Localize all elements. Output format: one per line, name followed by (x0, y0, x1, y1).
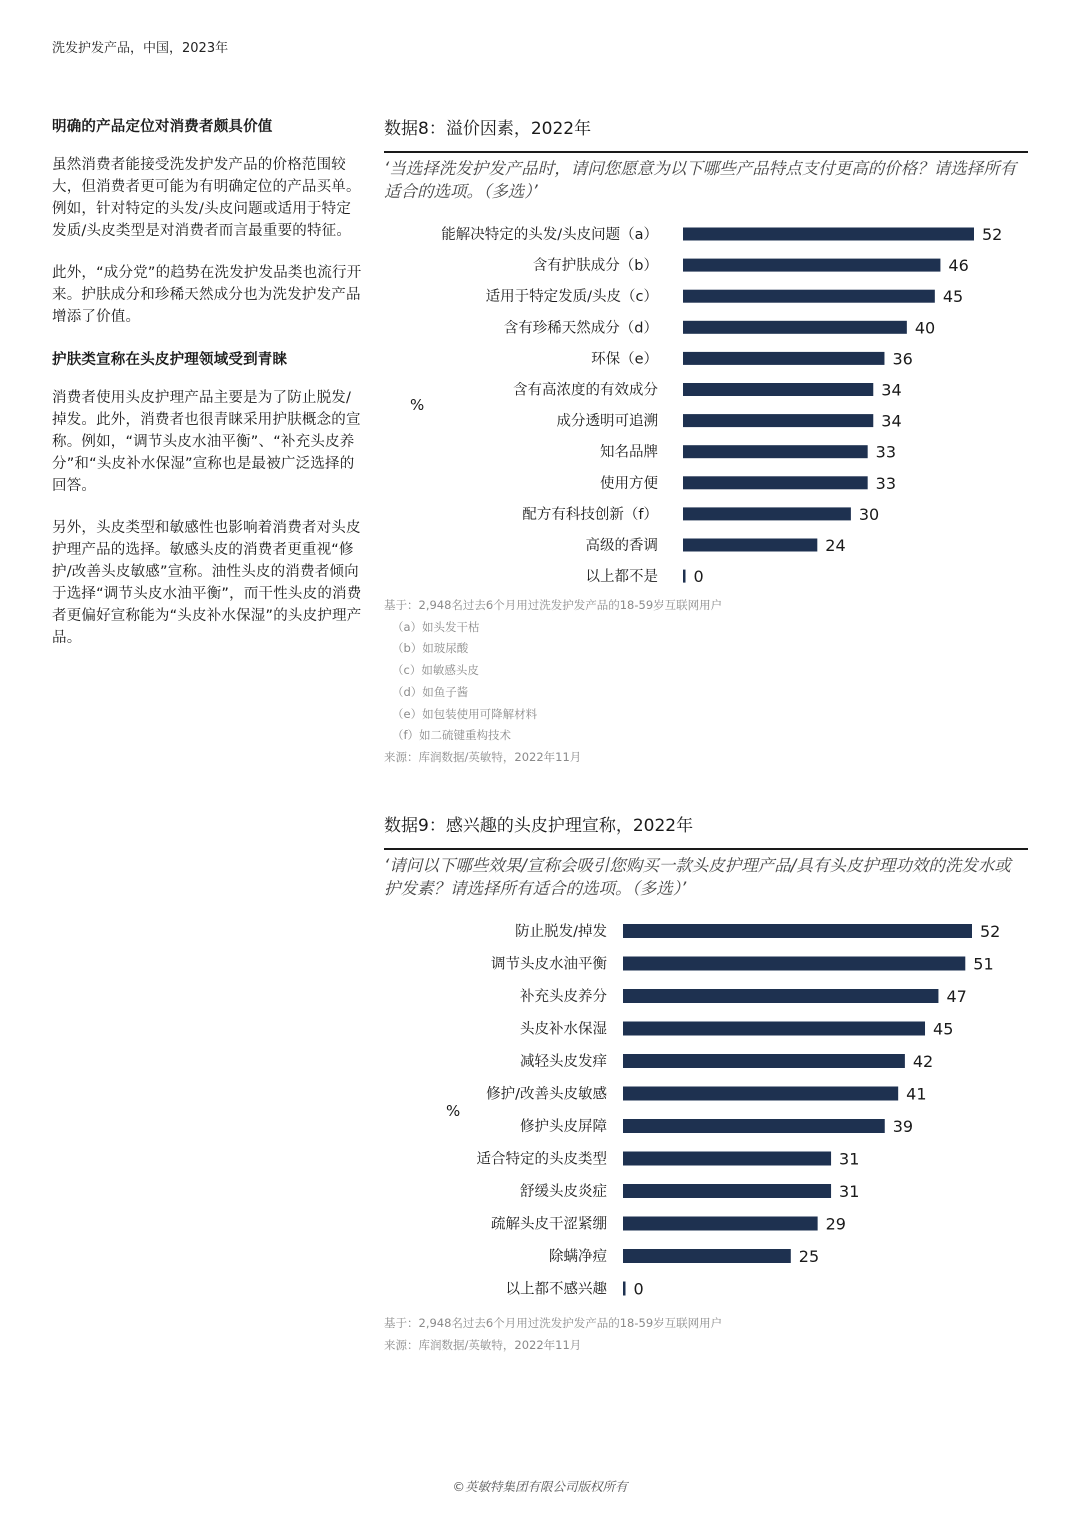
bar (623, 1184, 831, 1198)
figure8-footnote-e: （e）如包装使用可降解材料 (392, 706, 538, 721)
category-label: 以上都不是 (585, 569, 658, 586)
value-label: 31 (839, 1182, 860, 1201)
category-label: 含有高浓度的有效成分 (513, 382, 658, 399)
value-label: 39 (892, 1117, 914, 1136)
left-column (52, 115, 364, 669)
figure9-notes (384, 1313, 722, 1356)
value-label: 52 (982, 225, 1003, 244)
bar (683, 539, 817, 552)
value-label: 40 (914, 318, 936, 338)
value-label: 41 (906, 1084, 927, 1104)
paragraph-ingredients: 此外，“成分党”的趋势在洗发护发品类也流行开来。护肤成分和珍稀天然成分也为洗发护发产品增添了价值。 (52, 265, 362, 325)
bar (623, 1152, 831, 1166)
bar (683, 228, 974, 241)
category-label: 知名品牌 (600, 444, 658, 461)
value-label: 31 (839, 1149, 860, 1169)
category-label: 含有护肤成分（b） (532, 258, 658, 275)
bar (683, 445, 868, 458)
axis-unit-label: % (410, 396, 425, 414)
bar (623, 1249, 791, 1263)
category-label: 成分透明可追溯 (556, 413, 658, 430)
bar (623, 989, 938, 1003)
figure8-notes (384, 595, 722, 769)
value-label: 0 (633, 1279, 644, 1299)
category-label: 疏解头皮干涩紧绷 (491, 1216, 607, 1233)
category-label: 修护头皮屏障 (520, 1119, 607, 1135)
category-label: 舒缓头皮炎症 (520, 1184, 607, 1200)
value-label: 30 (858, 504, 880, 524)
paragraph-scalp-type: 另外，头皮类型和敏感性也影响着消费者对头皮护理产品的选择。敏感头皮的消费者更重视“修护/改善头皮敏感”宣称。油性头皮的消费者倾向于选择“调节头皮水油平衡”，而干性头皮的消费者更偏好宣称能为“头皮补水保湿”的头皮护理产品。 (52, 520, 362, 646)
bar (623, 1217, 818, 1231)
value-label: 29 (825, 1214, 846, 1234)
value-label: 45 (942, 287, 964, 307)
value-label: 47 (946, 987, 967, 1006)
category-label: 防止脱发/掉发 (515, 924, 607, 940)
category-label: 修护/改善头皮敏感 (486, 1086, 607, 1103)
category-label: 含有珍稀天然成分（d） (503, 320, 658, 337)
value-label: 0 (693, 567, 704, 587)
axis-unit-label: % (446, 1102, 461, 1120)
category-label: 适用于特定发质/头皮（c） (485, 289, 658, 306)
value-label: 51 (973, 954, 994, 974)
paragraph-price-range: 虽然消费者能接受洗发护发产品的价格范围较大，但消费者更可能为有明确定位的产品买单。例如，针对特定的头发/头皮问题或适用于特定发质/头皮类型是对消费者而言最重要的特征。 (52, 157, 361, 239)
figure8-footnote-c: （c）如敏感头皮 (392, 663, 479, 678)
category-label: 适合特定的头皮类型 (476, 1151, 607, 1168)
figure8-rule (384, 151, 1028, 153)
category-label: 能解决特定的头发/头皮问题（a） (441, 227, 658, 243)
bar (623, 1087, 898, 1101)
bar (683, 321, 907, 334)
value-label: 25 (798, 1247, 820, 1266)
bar (623, 1282, 626, 1296)
bar (683, 259, 940, 272)
category-label: 除螨净痘 (549, 1249, 607, 1265)
figure8-footnote-d: （d）如鱼子酱 (392, 684, 469, 699)
value-label: 34 (881, 411, 902, 431)
category-label: 配方有科技创新（f） (522, 506, 658, 523)
value-label: 52 (980, 922, 1001, 941)
value-label: 45 (933, 1019, 954, 1039)
bar (683, 290, 935, 303)
figure9-title: 数据9：感兴趣的头皮护理宣称，2022年 (384, 816, 694, 836)
figure8-base: 基于：2,948名过去6个月用过洗发护发产品的18-59岁互联网用户 (384, 598, 723, 612)
bar (623, 1022, 925, 1036)
category-label: 头皮补水保湿 (520, 1021, 607, 1038)
figure8-title: 数据8：溢价因素，2022年 (384, 119, 592, 139)
figure8-question: ‘当选择洗发护发产品时，请问您愿意为以下哪些产品特点支付更高的价格？请选择所有适合的选项。（多选）’ (384, 159, 1017, 201)
bar (683, 507, 851, 520)
bar (683, 414, 873, 427)
value-label: 34 (881, 380, 902, 400)
value-label: 24 (825, 536, 846, 555)
value-label: 36 (892, 349, 913, 369)
bar (683, 383, 873, 396)
section-heading-scalp-claims: 护肤类宣称在头皮护理领域受到青睐 (52, 352, 288, 368)
figure8-source: 来源：库润数据/英敏特，2022年11月 (384, 749, 582, 764)
bar (683, 476, 868, 489)
figure8-footnote-b: （b）如玻尿酸 (392, 641, 469, 656)
category-label: 环保（e） (591, 351, 658, 368)
category-label: 调节头皮水油平衡 (491, 956, 607, 973)
figure8-bar-chart (384, 215, 1034, 593)
bar (623, 924, 972, 938)
section-heading-positioning: 明确的产品定位对消费者颇具价值 (52, 119, 273, 135)
copyright-footer: ©英敏特集团有限公司版权所有 (452, 1479, 628, 1494)
bar (623, 1054, 905, 1068)
figure9-source: 来源：库润数据/英敏特，2022年11月 (384, 1337, 582, 1352)
category-label: 减轻头皮发痒 (520, 1054, 607, 1070)
figure9-rule (384, 848, 1028, 850)
bar (623, 1119, 885, 1133)
bar (683, 570, 686, 583)
report-header: 洗发护发产品，中国，2023年 (52, 41, 229, 56)
paragraph-scalp-usage: 消费者使用头皮护理产品主要是为了防止脱发/掉发。此外，消费者也很青睐采用护肤概念的宣称。例如，“调节头皮水油平衡”、“补充头皮养分”和“头皮补水保湿”宣称也是最被广泛选择的回答。 (52, 390, 361, 494)
figure9-base: 基于：2,948名过去6个月用过洗发护发产品的18-59岁互联网用户 (384, 1316, 723, 1330)
category-label: 以上都不感兴趣 (505, 1281, 607, 1298)
category-label: 补充头皮养分 (520, 989, 607, 1005)
value-label: 46 (948, 256, 969, 276)
bar (683, 352, 884, 365)
category-label: 使用方便 (600, 475, 658, 492)
bar (623, 957, 965, 971)
value-label: 33 (875, 442, 897, 462)
value-label: 42 (912, 1052, 934, 1071)
value-label: 33 (875, 473, 897, 493)
figure9-question: ‘请问以下哪些效果/宣称会吸引您购买一款头皮护理产品/具有头皮护理功效的洗发水或护发素？请选择所有适合的选项。（多选）’ (384, 856, 1011, 898)
figure8-footnote-a: （a）如头发干枯 (392, 619, 480, 634)
category-label: 高级的香调 (585, 538, 658, 554)
figure8-footnote-f: （f）如二硫键重构技术 (392, 728, 512, 743)
figure9-bar-chart (384, 912, 1034, 1307)
